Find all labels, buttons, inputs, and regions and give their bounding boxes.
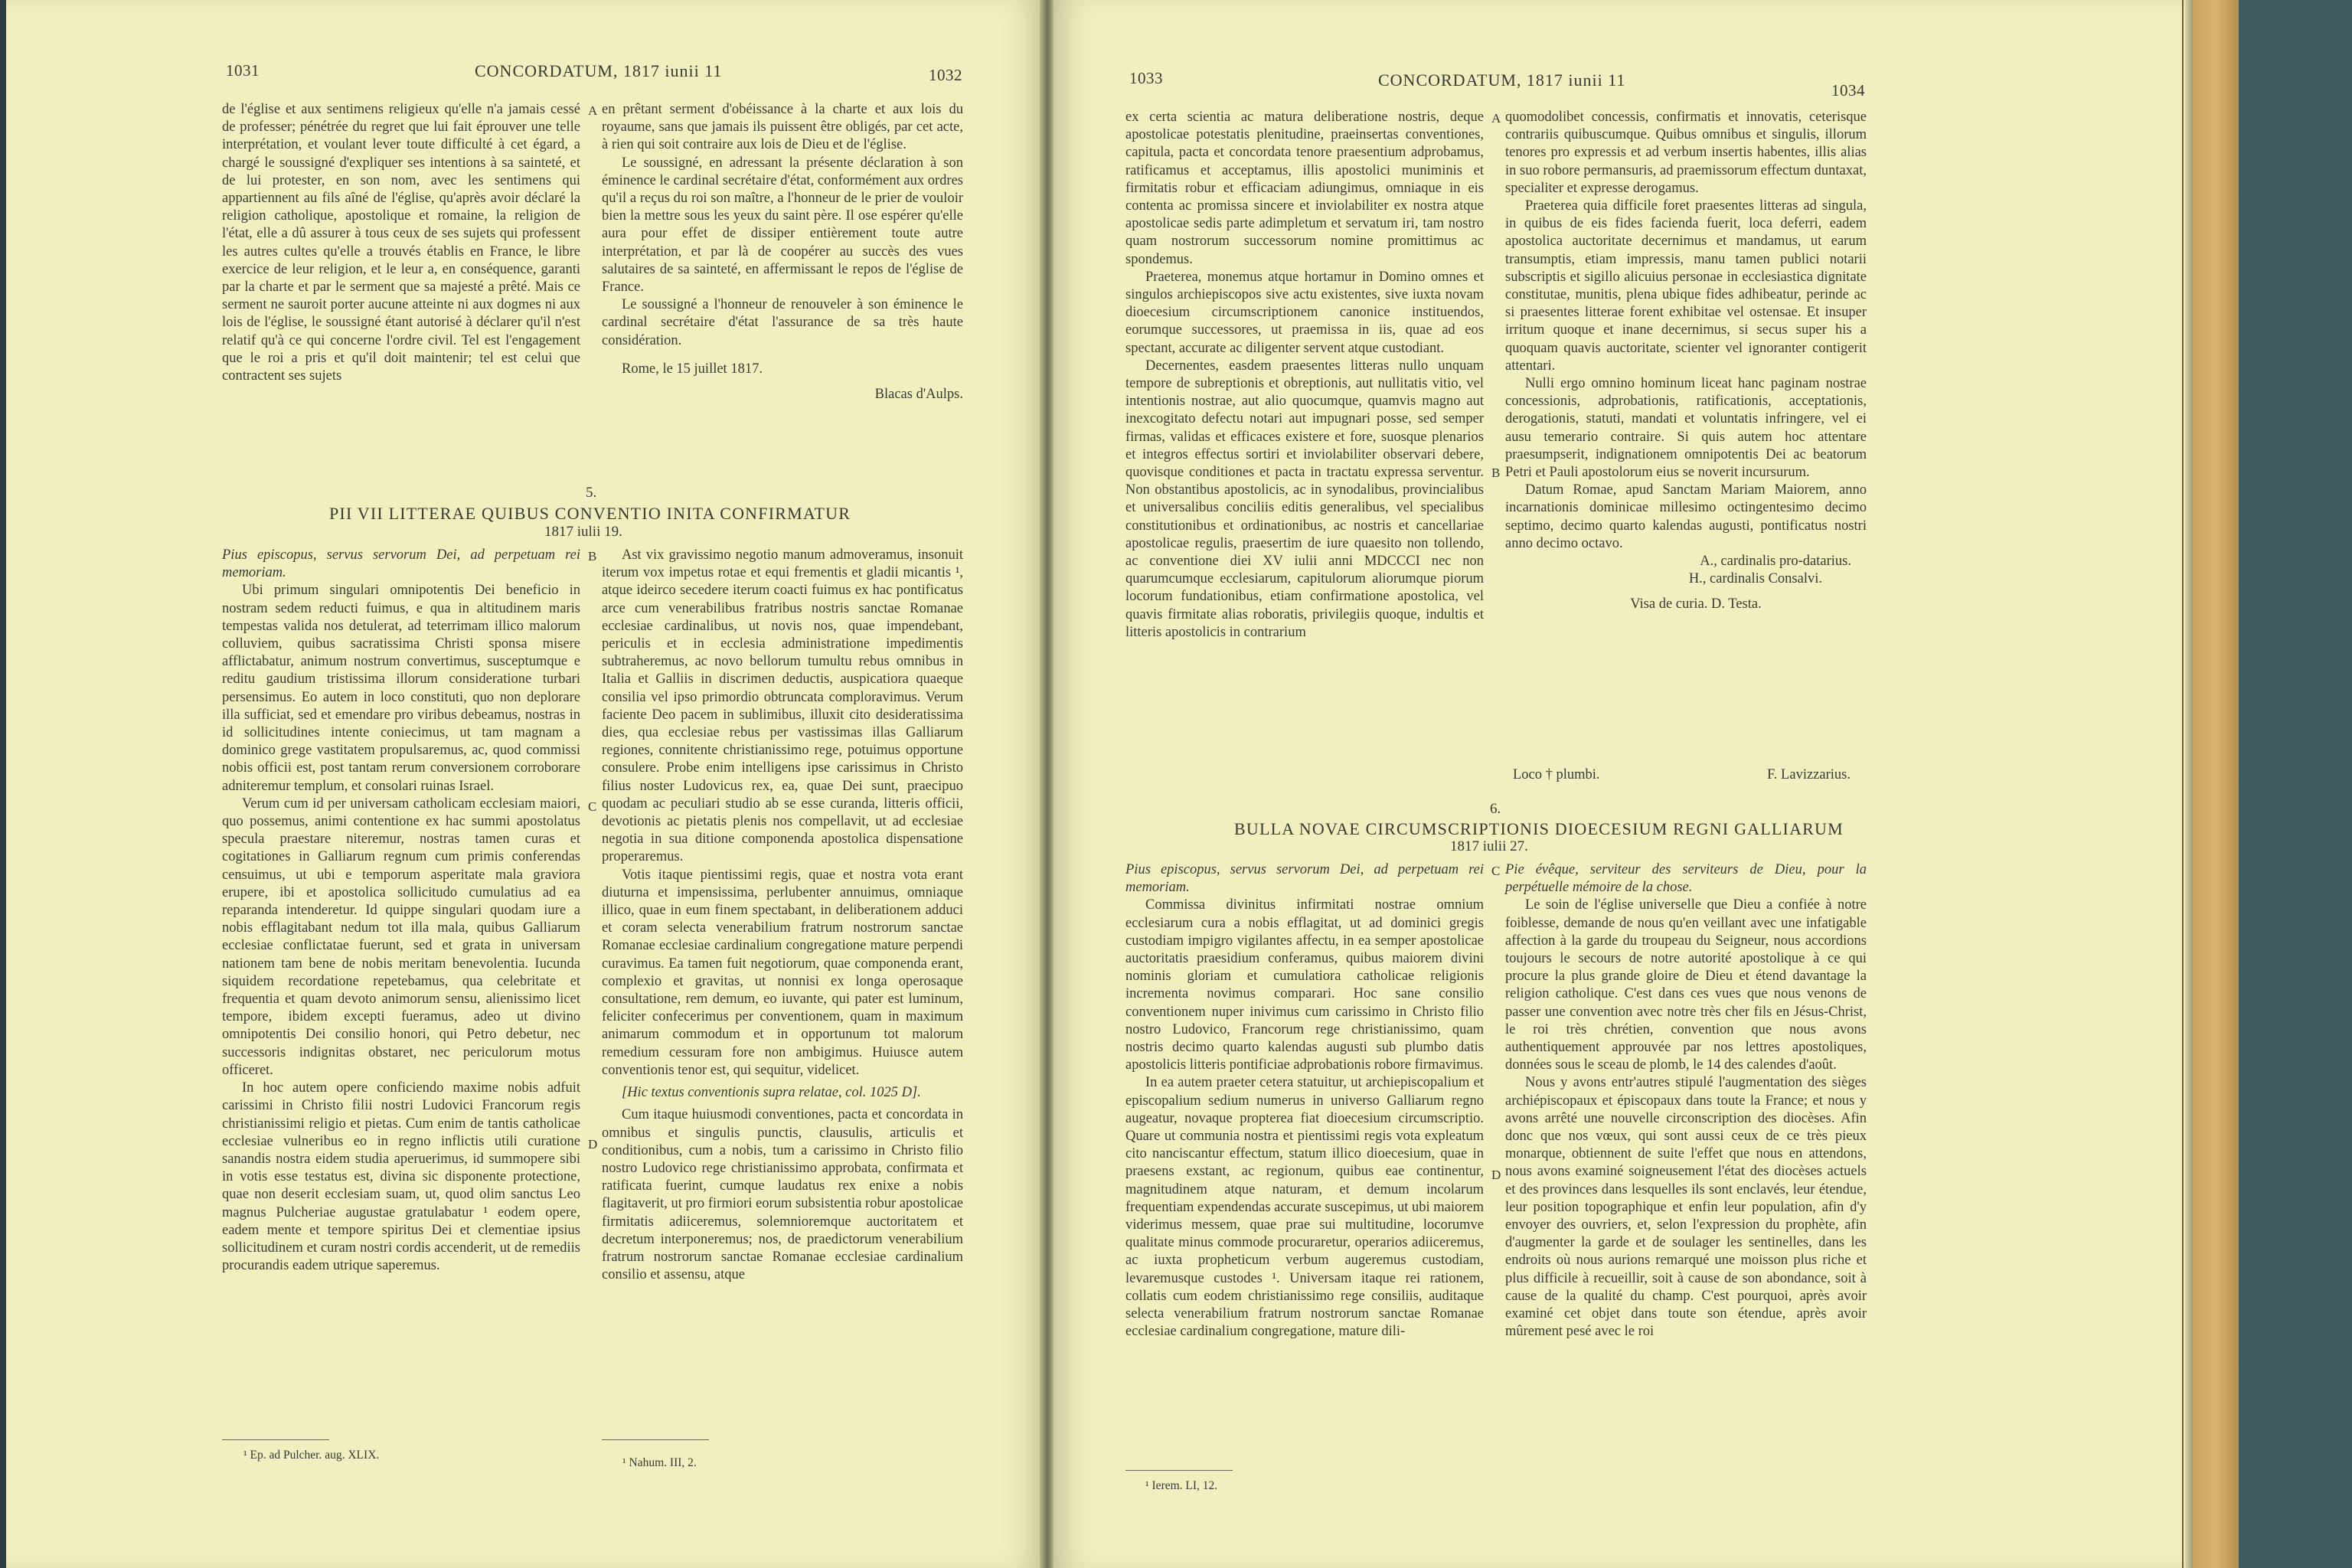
footnote-rule [602,1439,709,1440]
right-page [1054,0,2185,1568]
signature: Blacas d'Aulps. [874,387,963,403]
place-date: Rome, le 15 juillet 1817. [622,361,763,377]
right-col2-bottom [1505,861,1867,1341]
section-date: 1817 iulii 27. [1450,838,1528,854]
margin-letter-D: D [1491,1168,1501,1182]
left-col1-bottom [222,547,580,1275]
right-col1-bottom [1125,861,1484,1341]
paragraph: Nulli ergo omnino hominum liceat hanc paginam nostrae concessionis, adprobationis, ratificationis, acceptationis, derogationis, statuti, mandati et voluntatis infringere, vel ei ausu temerario contraire. Si quis autem hoc attentare praesumpserit, indignationem omnipotentis Dei ac beatorum Petri et Pauli apostolorum eius se noverit incursurum. [1505,376,1867,481]
footnote: ¹ Nahum. III, 2. [622,1456,697,1469]
paragraph: quomodolibet concessis, confirmatis et innovatis, ceterisque contrariis quibuscumque. Quibus omnibus et singulis, illorum tenores pro expressis et ad verbum insertis habentes, illis alias in suo robore permansuris, ad praemissorum effectum duntaxat, specialiter et expresse derogamus. [1505,109,1867,196]
left-col1-top [222,101,580,385]
left-page [6,0,1043,1568]
left-col2-bottom [602,547,963,1284]
footnote: ¹ Ep. ad Pulcher. aug. XLIX. [243,1449,380,1462]
page-edge-line [2182,0,2184,1568]
running-header: CONCORDATUM, 1817 iunii 11 [475,61,723,80]
margin-letter-A: A [1491,111,1501,126]
page-edge [2185,0,2193,1568]
page-number-1031: 1031 [226,61,260,80]
paragraph: In hoc autem opere conficiendo maxime nobis adfuit carissimi in Christo filii nostri Ludovici Francorum regis christianissimi religio et pietas. Cum enim de tantis catholicae ecclesiae vulneribus eo in regno inflictis utili curatione sanandis nostra eidem studia aperuerimus, id summopere sibi in votis esse testatus est, divina sic disponente protectione, quae non deserit ecclesiam suam, ut, quod olim sanctus Leo magnus Pulcheriae augustae gratulabatur ¹ eodem opere, eadem mente et tempore spiritus Dei et clementiae ipsius sollicitudinem et curam nostri cordis accenderit, ut de remediis procurandis eadem utrique saperemus. [222,1080,580,1274]
margin-letter-C: C [588,799,597,814]
signature: H., cardinalis Consalvi. [1688,571,1822,587]
bracket-note: [Hic textus conventionis supra relatae, col. 1025 D]. [622,1085,921,1101]
right-col2-top [1505,109,1867,614]
margin-letter-D: D [588,1137,598,1152]
paragraph: Ubi primum singulari omnipotentis Dei beneficio in nostram sedem reducti fuimus, e qua in altitudinem maris tempestas valida nos detulerat, ad teterrimam illico malorum colluviem, quibus sacratissima Christi sponsa misere afflictabatur, animum nostrum convertimus, susceptumque e reditu gaudium tristissima illorum consideratione turbari persensimus. Eo autem in loco constituti, quo non deplorare illa sufficiat, sed et emendare pro viribus debeamus, nostras in id sollicitudines intente coniecimus, ut tam magnam a dominico grege vastitatem propulsaremus, ac, quod commissi nobis officii est, post tantam rerum conversionem corroborare adniteremur templum, et consolari ruinas Israel. [222,583,580,794]
loco-plumbi: Loco † plumbi. [1513,767,1600,782]
page-number-1032: 1032 [929,66,962,84]
paragraph: Datum Romae, apud Sanctam Mariam Maiorem, anno incarnationis dominicae millesimo octingentesimo decimo septimo, decimo quarto kalendas augusti, pontificatus nostri anno decimo octavo. [1505,482,1867,551]
section-number: 6. [1490,801,1501,817]
paragraph: Commissa divinitus infirmitati nostrae omnium ecclesiarum cura a nobis efflagitat, ut ad dominici gregis custodiam impigro vigilantes affectu, in ea semper apostolicae auctoritatis praesidium conferamus, quibus maiorem divini nominis gloriam et cumulatiora catholicae religionis incrementa novimus comparari. Hoc sane consilio conventionem nuper inivimus cum carissimo in Christo filio nostro Ludovico, Francorum rege christianissimo, quam nostris decimo quarto kalendas augusti sub plumbo datis apostolicis litteris pontificiae adprobationis robore firmavimus. [1125,897,1484,1073]
paragraph: en prêtant serment d'obéissance à la charte et aux lois du royaume, sans que jamais ils puissent être obligés, par cet acte, à rien qui soit contraire aux lois de Dieu et de l'église. [602,102,963,153]
paragraph: Ast vix gravissimo negotio manum admoveramus, insonuit iterum vox impetus rotae et equi frementis et gladii micantis ¹, atque ideirco secedere iterum coacti fuimus ex hac pontificatus arce cum venerabilibus fratribus nostris sanctae Romanae ecclesiae cardinalibus, ut novis nos, quae impendebant, periculis et in ecclesia administratione impedimentis subtraheremus, ac novo bellorum tumultu rebus omnibus in Italia et Galliis in discrimen deductis, auspicatiora quaeque consilia vel ipso primordio obtruncata comploravimus. Verum faciente Deo pacem in sublimibus, illuxit cito desideratissima dies, qua ecclesiae rebus per vastissimas illas Galliarum regiones, connitente christianissimo rege, potuimus opportune consulere. Probe enim intelligens ipse carissimus in Christo filius noster Ludovicus rex, ea, quae Dei sunt, praecipuo quodam ac peculiari studio ab se esse curanda, litteris officii, devotionis ac pietatis plenis nos compellavit, ut ad ecclesiae negotia in sua ditione componenda apostolica dispensatione properaremus. [602,547,963,865]
section-number: 5. [586,485,597,501]
paragraph: Verum cum id per universam catholicam ecclesiam maiori, quo possemus, animi contentione ex hac summi apostolatus specula praestare niteremur, nostras tamen curas et cogitationes in Galliarum regnum cum primis conferendas censuimus, ut ubi e temporum asperitate mala graviora erupere, ibi et apostolica sollicitudo cumulatius ad ea reparanda intenderetur. Id quippe singulari quodam iure a nobis efflagitabant nedum tot illa mala, quibus Galliarum ecclesiae conflictatae fuerunt, sed et grata in universam nationem tam bene de nobis meritam benevolentia. Iucunda siquidem recordatione repetebamus, qua celebritate et frequentia et quam devoto animorum sensu, alienissimo licet tempore, ibidem excepti fueramus, adeo ut divino omnipotentis Dei consilio honori, qui Petro debetur, nec successoris indignitas obstaret, nec periculorum motus officeret. [222,795,580,1078]
page-number-1034: 1034 [1831,81,1865,100]
footnote-rule [1125,1470,1233,1471]
section-title: BULLA NOVAE CIRCUMSCRIPTIONIS DIOECESIUM REGNI GALLIARUM [1234,819,1844,838]
paragraph: Praeterea, monemus atque hortamur in Domino omnes et singulos archiepiscopos sive actu existentes, sive iuxta novam dioecesium circumscriptionem canonice instituendos, eorumque successores, ut praemissa in iis, quae ad eos spectant, accurate ac diligenter servent atque custodiant. [1125,269,1484,356]
background-right [2239,0,2352,1568]
intro-line: Pie évêque, serviteur des serviteurs de Dieu, pour la perpétuelle mémoire de la chose. [1505,862,1867,896]
footnote-rule [222,1439,329,1440]
paragraph: Votis itaque pientissimi regis, quae et nostra vota erant diuturna et impensissima, perlubenter annuimus, omniaque illico, quae in eum finem spectabant, in deliberationem adduci et coram selecta venerabilium fratrum nostrorum sanctae Romanae ecclesiae cardinalium congregatione mature perpendi curavimus. Ea tamen fuit negotiorum, quae componenda erant, complexio et gravitas, ut nonnisi ex longa operosaque consultatione, rem demum, eo iuvante, qui pater est luminum, feliciter confecerimus per conventionem, quam in maximum animarum commodum et in opportunum tot malorum remedium cessuram fore non ambigimus. Huiusce autem conventionis tenor est, qui sequitur, videlicet. [602,867,963,1078]
book-cover-board [2193,0,2239,1568]
section-title: PII VII LITTERAE QUIBUS CONVENTIO INITA CONFIRMATUR [329,504,851,523]
signature: A., cardinalis pro-datarius. [1700,554,1851,570]
intro-line: Pius episcopus, servus servorum Dei, ad perpetuam rei memoriam. [222,547,580,581]
margin-letter-A: A [588,103,598,118]
visa: Visa de curia. D. Testa. [1630,596,1762,612]
intro-line: Pius episcopus, servus servorum Dei, ad perpetuam rei memoriam. [1125,862,1484,896]
footnote: ¹ Ierem. LI, 12. [1145,1479,1218,1492]
paragraph: Le soin de l'église universelle que Dieu a confiée à notre foiblesse, demande de nous qu'en veillant avec une infatigable affection à la garde du troupeau du Seigneur, nous accordions toujours le secours de notre autorité apostolique à ce qui procure la plus grande gloire de Dieu et étend davantage la religion catholique. C'est dans ces vues que nous venons de passer une convention avec notre très cher fils en Jésus-Christ, le roi très chrétien, convention que nous avons authentiquement approuvée par nos lettres apostoliques, données sous le sceau de plomb, le 14 des calendes d'août. [1505,897,1867,1073]
paragraph: de l'église et aux sentimens religieux qu'elle n'a jamais cessé de professer; pénétrée du regret que lui fait éprouver une telle interprétation, et voulant lever toute difficulté à cet égard, a chargé le soussigné d'expliquer ses intentions à sa sainteté, et de lui protester, en son nom, avec les sentimens qui appartiennent au fils aîné de l'église, qu'après avoir déclaré la religion catholique, apostolique et romaine, la religion de l'état, elle a dû assurer à tous ceux de ses sujets qui professent les autres cultes qu'elle a trouvés établis en France, le libre exercice de leur religion, et le leur a, en conséquence, garanti par la charte et par le serment que sa majesté a prêté. Mais ce serment ne sauroit porter aucune atteinte ni aux dogmes ni aux lois de l'église, le soussigné étant autorisé à déclarer qu'il n'est relatif qu'à ce qui concerne l'ordre civil. Tel est l'engagement que le roi a pris et qu'il doit maintenir; tel est celui que contractent ses sujets [222,102,580,384]
margin-letter-B: B [1491,466,1501,480]
paragraph: Nous y avons entr'autres stipulé l'augmentation des sièges archiépiscopaux et épiscopaux dans toute la France; et nous y avons arrêté une nouvelle circonscription des diocèses. Afin donc que nos vœux, qui sont aussi ceux de ce très pieux monarque, obtiennent de suite l'effet que nous en attendons, nous avons examiné soigneusement l'état des diocèses actuels et des provinces dans lesquelles ils sont enclavés, leur étendue, leur position topographique et enfin leur population, afin d'y envoyer des ouvriers, et, selon l'expression du prophète, afin d'augmenter la garde et de soulager les sentinelles, dans les endroits où nous aurions remarqué une moisson plus riche et plus difficile à recueillir, soit à cause de son abondance, soit à cause de la qualité du champ. C'est pourquoi, après avoir examiné cet objet dans toute son étendue, après avoir mûrement pesé avec le roi [1505,1075,1867,1340]
left-col2-top [602,101,963,403]
running-header: CONCORDATUM, 1817 iunii 11 [1378,70,1626,90]
section-date: 1817 iulii 19. [544,524,622,540]
paragraph: Le soussigné a l'honneur de renouveler à son éminence le cardinal secrétaire d'état l'assurance de sa très haute considération. [602,297,963,348]
paragraph: Praeterea quia difficile foret praesentes litteras ad singula, in quibus de eis fides facienda fuerit, loca deferri, eadem apostolica auctoritate decernimus et mandamus, ut earum transumptis, etiam impressis, manu tamen publici notarii subscriptis et sigillo alicuius personae in ecclesiastica dignitate constitutae, munitis, plena ubique fides adhibeatur, perinde ac si praesentes litterae forent exhibitae vel ostensae. Et insuper irritum quoque et inane decernimus, si secus super his a quoquam quavis auctoritate, scienter vel ignoranter contigerit attentari. [1505,198,1867,374]
paragraph: Decernentes, easdem praesentes litteras nullo unquam tempore de subreptionis et obreptionis, aut nullitatis vitio, vel intentionis nostrae, aut alio quocumque, quamvis magno aut inexcogitato defectu notari aut impugnari posse, sed semper firmas, validas et efficaces existere et fore, suosque plenarios et integros effectus sortiri et inviolabiliter observari debere, quovisque conditiones et pacta in tractatu expressa serventur. Non obstantibus apostolicis, ac in synodalibus, provincialibus et universalibus conciliis editis generalibus, vel specialibus constitutionibus et ordinationibus, ac nostris et cancellariae apostolicae regulis, praesertim de iure quaesito non tollendo, ac conventione diei XV iulii anni MDCCCI nec non quarumcumque ecclesiarum, capitulorum aliorumque piorum locorum fundationibus, etiam confirmatione apostolica, vel quavis firmitate alias roboratis, privilegiis quoque, indultis et litteris apostolicis in contrarium [1125,358,1484,640]
paragraph: Le soussigné, en adressant la présente déclaration à son éminence le cardinal secrétaire d'état, conformément aux ordres qu'il a reçus du roi son maître, a l'honneur de le prier de vouloir bien la mettre sous les yeux du saint père. Il ose espérer qu'elle aura pour effet de dissiper entièrement toute autre interprétation, et par là de coopérer au succès des vues salutaires de sa sainteté, en affermissant le repos de l'église de France. [602,155,963,296]
background-left [0,0,6,1568]
paragraph: Cum itaque huiusmodi conventiones, pacta et concordata in omnibus et singulis punctis, clausulis, articulis et conditionibus, cum a nobis, tum a carissimo in Christo filio nostro Ludovico rege christianissimo approbata, confirmata et ratificata fuerint, cumque laudatus rex enixe a nobis flagitaverit, ut pro firmiori eorum subsistentia robur apostolicae firmitatis adiiceremus, solemnioremque auctoritatem et decretum interponeremus; nos, de praedictorum venerabilium fratrum nostrorum sanctae Romanae ecclesiae cardinalium consilio et assensu, atque [602,1107,963,1283]
paragraph: In ea autem praeter cetera statuitur, ut archiepiscopalium et episcopalium sedium numerus in universo Galliarum regno augeatur, novaque propterea fiat dioecesium circumscriptio. Quare ut communia nostra et pientissimi regis vota expleatum cito nanciscantur effectum, statum illico dioecesium, quae in praesens exstant, ac regionum, quibus eae continentur, magnitudinem atque naturam, et demum incolarum frequentiam expendendas accurate suscepimus, ut ubi maiorem viderimus messem, quae prae sui multitudine, locorumve qualitate minus commode procuraretur, operarios adiiceremus, ac iuxta propheticum verbum augeremus custodiam, levaremusque custodes ¹. Universam itaque rei rationem, collatis cum eodem christianissimo rege consiliis, auditaque selecta venerabilium fratrum nostrorum sanctae Romanae ecclesiae cardinalium congregatione, mature dili- [1125,1075,1484,1340]
margin-letter-B: B [588,549,597,564]
right-col1-top [1125,109,1484,642]
paragraph: ex certa scientia ac matura deliberatione nostris, deque apostolicae potestatis plenitudine, praeinsertas conventiones, capitula, pacta et concordata tenore praesentium adprobamus, ratificamus et acceptamus, illis apostolici muniminis et firmitatis robur et efficaciam adiungimus, omniaque in eis contenta ac promissa sincere et inviolabiliter ex nostra atque apostolicae sedis parte adimpletum et servatum iri, tam nostro quam nostrorum successorum nomine promittimus ac spondemus. [1125,109,1484,267]
margin-letter-C: C [1491,864,1501,878]
signature: F. Lavizzarius. [1767,767,1851,782]
page-number-1033: 1033 [1129,69,1163,87]
